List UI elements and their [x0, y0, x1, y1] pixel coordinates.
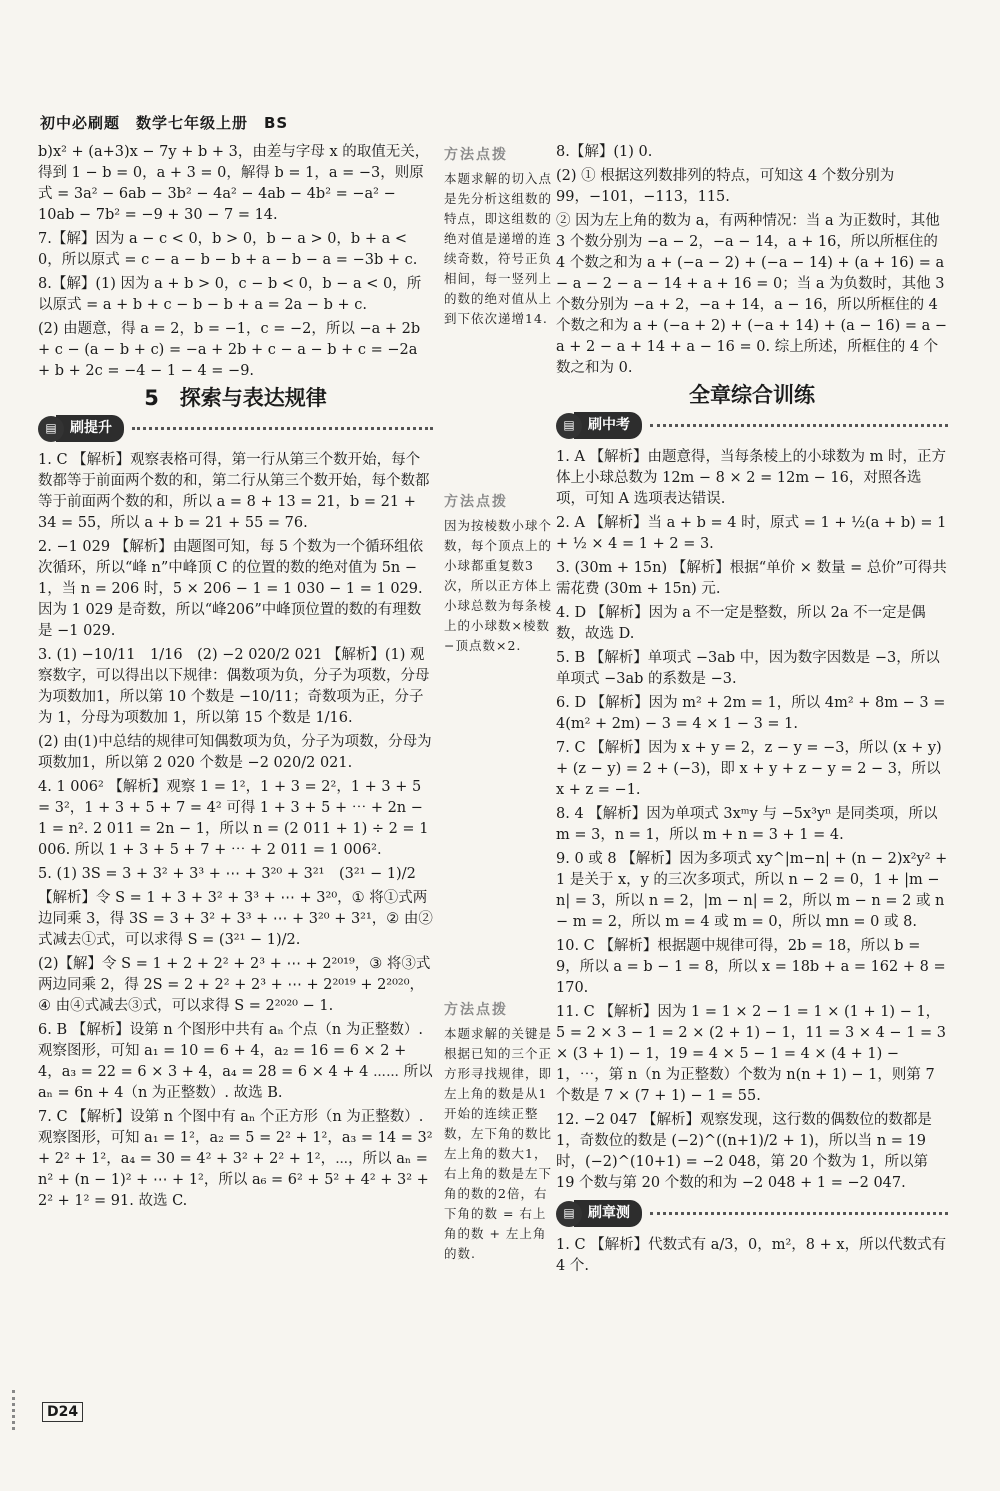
- question-1: 1. C 【解析】观察表格可得，第一行从第三个数开始，每个数都等于前面两个数的和，第二行从第三个数开始，每个数都等于前面两个数的和，所以 a = 8 + 13 = 21，b = 21 + 34 = 55，所以 a + b = 21 + 55 = 76.: [38, 452, 430, 531]
- banner-shuatisheng: ▤ 刷提升: [38, 415, 433, 442]
- question-2: 2. −1 029 【解析】由题图可知，每 5 个数为一个循环组依次循环，所以“峰 n”中峰顶 C 的位置的数的绝对值为 5n − 1，当 n = 206 时，5 × 206 − 1 = 1 030 − 1 = 1 029. 因为 1 029 是奇数，所以“峰206”中峰顶位置的数的有理数是 −1 029.: [38, 539, 424, 639]
- method-tip-3: 方法点拨 本题求解的关键是根据已知的三个正方形寻找规律，即左上角的数是从1开始的连续正整数，左下角的数比左上角的数大1，右上角的数是左下角的数的2倍，右下角的数 = 右上角的数 + 左上角的数.: [444, 1002, 553, 1261]
- exam-4: 4. D 【解析】因为 a 不一定是整数，所以 2a 不一定是偶数，故选 D.: [556, 605, 926, 642]
- banner-shuazhongkao: ▤ 刷中考: [556, 412, 948, 439]
- right-column: [556, 142, 948, 1280]
- exam-8: 8. 4 【解析】因为单项式 3xᵐy 与 −5x³yⁿ 是同类项，所以 m = 3，n = 1，所以 m + n = 3 + 1 = 4.: [556, 806, 938, 843]
- exam-11: 11. C 【解析】因为 1 = 1 × 2 − 1 = 1 × (1 + 1) − 1，5 = 2 × 3 − 1 = 2 × (2 + 1) − 1，11 = 3 × 4 − 1 = 3 × (3 + 1) − 1，19 = 4 × 5 − 1 = 4 × (4 + 1) − 1，⋯，第 n（n 为正整数）个数为 n(n + 1) − 1，则第 7 个数是 7 × (7 + 1) − 1 = 55.: [556, 1004, 947, 1104]
- answer-r8-part2: (2) ① 根据这列数排列的特点，可知这 4 个数分别为 99，−101，−113，115.: [556, 168, 895, 205]
- answer-cont: b)x² + (a+3)x − 7y + b + 3，由差与字母 x 的取值无关，得到 1 − b = 0，a + 3 = 0，解得 b = 1，a = −3，则原式 = 3a² − 6ab − 3b² − 4a² − 4ab − 4b² = −a² − 10ab − 7b² = −9 + 30 − 7 = 14.: [38, 144, 430, 223]
- answer-8-part2: (2) 由题意，得 a = 2，b = −1，c = −2，所以 −a + 2b + c − (a − b + c) = −a + 2b + c − a − b + c = −2a + b + 2c = −4 − 1 − 4 = −9.: [38, 321, 421, 379]
- method-tip-2: 方法点拨 因为按棱数小球个数，每个顶点上的小球都重复数3次，所以正方体上小球总数为每条棱上的小球数×棱数−顶点数×2.: [444, 494, 553, 653]
- answer-8: 8.【解】(1) 因为 a + b > 0，c − b < 0，b − a < 0，所以原式 = a + b + c − b − b + a = 2a − b + c.: [38, 276, 422, 313]
- question-3-part2: (2) 由(1)中总结的规律可知偶数项为负，分子为项数，分母为项数加1，所以第 2 020 个数是 −2 020/2 021.: [38, 734, 432, 771]
- question-3: 3. (1) −10/11 1/16 (2) −2 020/2 021 【解析】(1) 观察数字，可以得出以下规律：偶数项为负，分子为项数，分母为项数加1，所以第 10 个数是 −10/11；奇数项为正，分子为 1，分母为项数加 1，所以第 15 个数是 1/16.: [38, 647, 430, 726]
- book-icon: ▤: [556, 1201, 582, 1227]
- page-number: D24: [42, 1402, 83, 1422]
- answer-r8: 8.【解】(1) 0.: [556, 144, 653, 160]
- exam-12: 12. −2 047 【解析】观察发现，这行数的偶数位的数都是 1，奇数位的数是 (−2)^((n+1)/2 + 1)，所以当 n = 19 时，(−2)^(10+1) = −2 048，第 20 个数为 1，所以第 19 个数与第 20 个数的和为 −2 048 + 1 = −2 047.: [556, 1112, 932, 1191]
- answer-7: 7.【解】因为 a − c < 0，b > 0，b − a > 0，b + a < 0，所以原式 = c − a − b − b + a − b − a = −3b + c.: [38, 231, 418, 268]
- exam-1: 1. A 【解析】由题意得，当每条棱上的小球数为 m 时，正方体上小球总数为 12m − 8 × 2 = 12m − 16，对照各选项，可知 A 选项表达错误.: [556, 449, 946, 507]
- question-5: 5. (1) 3S = 3 + 3² + 3³ + ⋯ + 3²⁰ + 3²¹ (3²¹ − 1)/2: [38, 866, 416, 882]
- margin-dots: [12, 1390, 29, 1430]
- exam-5: 5. B 【解析】单项式 −3ab 中，因为数字因数是 −3，所以单项式 −3ab 的系数是 −3.: [556, 650, 940, 687]
- exam-6: 6. D 【解析】因为 m² + 2m = 1，所以 4m² + 8m − 3 = 4(m² + 2m) − 3 = 4 × 1 − 3 = 1.: [556, 695, 946, 732]
- question-5-analysis: 【解析】令 S = 1 + 3 + 3² + 3³ + ⋯ + 3²⁰，① 将①式两边同乘 3，得 3S = 3 + 3² + 3³ + ⋯ + 3²⁰ + 3²¹，② 由②式减去①式，可以求得 S = (3²¹ − 1)/2.: [38, 890, 433, 948]
- question-5-part2: (2)【解】令 S = 1 + 2 + 2² + 2³ + ⋯ + 2²⁰¹⁹，③ 将③式两边同乘 2，得 2S = 2 + 2² + 2³ + ⋯ + 2²⁰¹⁹ + 2²⁰²⁰，④ 由④式减去③式，可以求得 S = 2²⁰²⁰ − 1.: [38, 956, 431, 1014]
- answer-r8-part3: ② 因为左上角的数为 a，有两种情况：当 a 为正数时，其他 3 个数分别为 −a − 2，−a − 14，a + 16，所以所框住的 4 个数之和为 a + (−a − 2) + (−a − 14) + (a + 16) = a − a − 2 − a − 14 + a + 16 = 0；当 a 为负数时，其他 3 个数分别为 −a + 2，−a + 14，a − 16，所以所框住的 4 个数之和为 a + (−a + 2) + (−a + 14) + (a − 16) = a − a + 2 − a + 14 + a − 16 = 0. 综上所述，所框住的 4 个数之和为 0.: [556, 213, 948, 376]
- exam-3: 3. (30m + 15n) 【解析】根据“单价 × 数量 = 总价”可得共需花费 (30m + 15n) 元.: [556, 560, 947, 597]
- exam-2: 2. A 【解析】当 a + b = 4 时，原式 = 1 + ½(a + b) = 1 + ½ × 4 = 1 + 2 = 3.: [556, 515, 947, 552]
- chapter-section-title: 全章综合训练: [689, 383, 815, 407]
- book-icon: ▤: [556, 413, 582, 439]
- test-1: 1. C 【解析】代数式有 a/3，0，m²，8 + x，所以代数式有 4 个.: [556, 1237, 947, 1274]
- left-column: [38, 142, 433, 1215]
- exam-10: 10. C 【解析】根据题中规律可得，2b = 18，所以 b = 9，所以 a = b − 1 = 8，所以 x = 18b + a = 162 + 8 = 170.: [556, 938, 946, 996]
- section-title: 5 探索与表达规律: [144, 386, 327, 410]
- question-4: 4. 1 006² 【解析】观察 1 = 1²，1 + 3 = 2²，1 + 3 + 5 = 3²，1 + 3 + 5 + 7 = 4² 可得 1 + 3 + 5 + ⋯ + 2n − 1 = n². 2 011 = 2n − 1，所以 n = (2 011 + 1) ÷ 2 = 1 006. 所以 1 + 3 + 5 + 7 + ⋯ + 2 011 = 1 006².: [38, 779, 429, 858]
- question-6: 6. B 【解析】设第 n 个图形中共有 aₙ 个点（n 为正整数）. 观察图形，可知 a₁ = 10 = 6 + 4，a₂ = 16 = 6 × 2 + 4，a₃ = 22 = 6 × 3 + 4，a₄ = 28 = 6 × 4 + 4 ⋯⋯ 所以 aₙ = 6n + 4（n 为正整数）. 故选 B.: [38, 1022, 433, 1101]
- exam-7: 7. C 【解析】因为 x + y = 2，z − y = −3，所以 (x + y) + (z − y) = 2 + (−3)，即 x + y + z − y = 2 − 3，所以 x + z = −1.: [556, 740, 942, 798]
- question-7: 7. C 【解析】设第 n 个图中有 aₙ 个正方形（n 为正整数）. 观察图形，可知 a₁ = 1²，a₂ = 5 = 2² + 1²，a₃ = 14 = 3² + 2² + 1²，a₄ = 30 = 4² + 3² + 2² + 1²，⋯，所以 aₙ = n² + (n − 1)² + ⋯ + 1²，所以 a₆ = 6² + 5² + 4² + 3² + 2² + 1² = 91. 故选 C.: [38, 1109, 433, 1209]
- method-tip-1: 方法点拨 本题求解的切入点是先分析这组数的特点，即这组数的绝对值是递增的连续奇数，符号正负相间，每一竖列上的数的绝对值从上到下依次递增14.: [444, 147, 553, 326]
- page-header: 初中必刷题 数学七年级上册 BS: [40, 114, 289, 132]
- exam-9: 9. 0 或 8 【解析】因为多项式 xy^|m−n| + (n − 2)x²y² + 1 是关于 x，y 的三次多项式，所以 n − 2 = 0，1 + |m − n| = 3，所以 n = 2，|m − n| = 2，所以 m − n = 2 或 n − m = 2，所以 m = 4 或 m = 0，所以 mn = 0 或 8.: [556, 851, 948, 930]
- book-icon: ▤: [38, 416, 64, 442]
- banner-shuazhangce: ▤ 刷章测: [556, 1200, 948, 1227]
